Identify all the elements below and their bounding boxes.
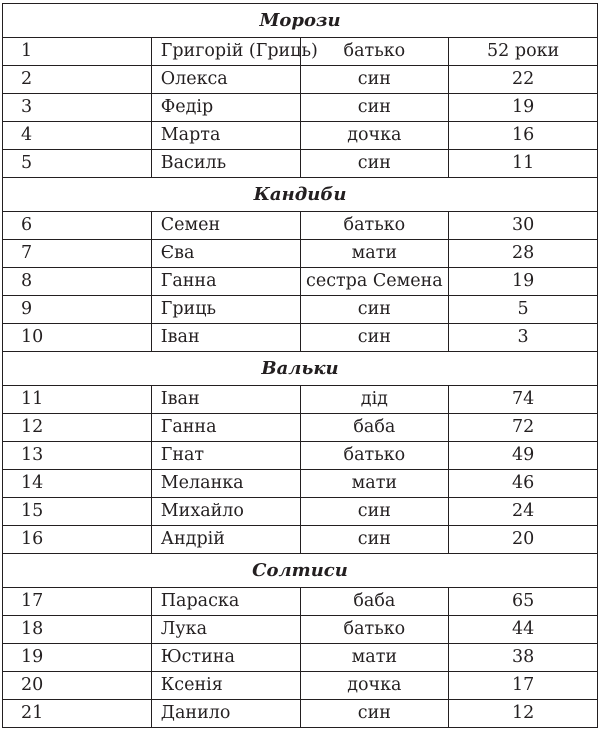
- row-number-cell: 2: [3, 66, 152, 94]
- member-name-cell: Олекса: [151, 66, 300, 94]
- member-name-cell: Гриць: [151, 296, 300, 324]
- member-name-cell: Марта: [151, 122, 300, 150]
- member-age-cell: 30: [449, 212, 598, 240]
- member-age-cell: 16: [449, 122, 598, 150]
- row-number-cell: 19: [3, 644, 152, 672]
- row-number-cell: 3: [3, 94, 152, 122]
- table-row: [3, 94, 598, 122]
- member-role-cell: батько: [300, 212, 449, 240]
- member-age-cell: 5: [449, 296, 598, 324]
- member-age-cell: 3: [449, 324, 598, 352]
- row-number-cell: 17: [3, 588, 152, 616]
- member-name-cell: Іван: [151, 324, 300, 352]
- member-name-cell: Параска: [151, 588, 300, 616]
- member-age-cell: 74: [449, 386, 598, 414]
- row-number-cell: 11: [3, 386, 152, 414]
- member-role-cell: баба: [300, 588, 449, 616]
- member-name-cell: Юстина: [151, 644, 300, 672]
- member-role-cell: мати: [300, 644, 449, 672]
- member-age-cell: 24: [449, 498, 598, 526]
- table-row: [3, 700, 598, 728]
- table-row: [3, 672, 598, 700]
- member-role-cell: сестра Семена: [300, 268, 449, 296]
- member-age-cell: 22: [449, 66, 598, 94]
- row-number-cell: 20: [3, 672, 152, 700]
- row-number-cell: 8: [3, 268, 152, 296]
- family-group-header: [3, 554, 598, 588]
- row-number-cell: 12: [3, 414, 152, 442]
- row-number-cell: 9: [3, 296, 152, 324]
- table-row: [3, 470, 598, 498]
- member-name-cell: Михайло: [151, 498, 300, 526]
- member-role-cell: дід: [300, 386, 449, 414]
- member-name-cell: Меланка: [151, 470, 300, 498]
- member-age-cell: 11: [449, 150, 598, 178]
- member-role-cell: мати: [300, 240, 449, 268]
- member-role-cell: син: [300, 526, 449, 554]
- family-group-title: Морози: [3, 4, 598, 38]
- member-role-cell: син: [300, 324, 449, 352]
- member-age-cell: 17: [449, 672, 598, 700]
- member-age-cell: 28: [449, 240, 598, 268]
- family-group-title: Солтиси: [3, 554, 598, 588]
- table-row: [3, 616, 598, 644]
- table-row: [3, 240, 598, 268]
- row-number-cell: 18: [3, 616, 152, 644]
- member-role-cell: батько: [300, 616, 449, 644]
- member-role-cell: син: [300, 498, 449, 526]
- table-row: [3, 66, 598, 94]
- member-name-cell: Андрій: [151, 526, 300, 554]
- member-role-cell: баба: [300, 414, 449, 442]
- row-number-cell: 6: [3, 212, 152, 240]
- member-name-cell: Федір: [151, 94, 300, 122]
- member-role-cell: син: [300, 94, 449, 122]
- member-name-cell: Ганна: [151, 414, 300, 442]
- member-role-cell: син: [300, 150, 449, 178]
- table-row: [3, 442, 598, 470]
- member-age-cell: 52 роки: [449, 38, 598, 66]
- family-group-header: [3, 4, 598, 38]
- family-group-header: [3, 178, 598, 212]
- table-row: [3, 122, 598, 150]
- member-role-cell: дочка: [300, 672, 449, 700]
- table-row: [3, 414, 598, 442]
- member-role-cell: батько: [300, 442, 449, 470]
- member-name-cell: Лука: [151, 616, 300, 644]
- row-number-cell: 13: [3, 442, 152, 470]
- table-row: [3, 526, 598, 554]
- member-name-cell: Іван: [151, 386, 300, 414]
- table-row: [3, 324, 598, 352]
- table-row: [3, 498, 598, 526]
- family-members-table-body: [3, 4, 598, 728]
- row-number-cell: 5: [3, 150, 152, 178]
- member-role-cell: дочка: [300, 122, 449, 150]
- row-number-cell: 10: [3, 324, 152, 352]
- table-row: [3, 212, 598, 240]
- member-age-cell: 19: [449, 268, 598, 296]
- row-number-cell: 4: [3, 122, 152, 150]
- family-members-table: [2, 3, 598, 728]
- member-role-cell: батько: [300, 38, 449, 66]
- table-row: [3, 150, 598, 178]
- member-name-cell: Ганна: [151, 268, 300, 296]
- member-age-cell: 19: [449, 94, 598, 122]
- member-age-cell: 49: [449, 442, 598, 470]
- member-name-cell: Василь: [151, 150, 300, 178]
- member-age-cell: 12: [449, 700, 598, 728]
- member-role-cell: мати: [300, 470, 449, 498]
- row-number-cell: 16: [3, 526, 152, 554]
- row-number-cell: 14: [3, 470, 152, 498]
- table-row: [3, 588, 598, 616]
- row-number-cell: 7: [3, 240, 152, 268]
- member-role-cell: син: [300, 296, 449, 324]
- member-role-cell: син: [300, 700, 449, 728]
- table-row: [3, 296, 598, 324]
- family-group-title: Кандиби: [3, 178, 598, 212]
- member-age-cell: 20: [449, 526, 598, 554]
- family-group-header: [3, 352, 598, 386]
- member-name-cell: Григорій (Гриць): [151, 38, 300, 66]
- member-name-cell: Семен: [151, 212, 300, 240]
- row-number-cell: 1: [3, 38, 152, 66]
- table-row: [3, 386, 598, 414]
- member-age-cell: 44: [449, 616, 598, 644]
- row-number-cell: 21: [3, 700, 152, 728]
- table-row: [3, 644, 598, 672]
- member-name-cell: Ксенія: [151, 672, 300, 700]
- family-group-title: Вальки: [3, 352, 598, 386]
- member-name-cell: Гнат: [151, 442, 300, 470]
- member-age-cell: 38: [449, 644, 598, 672]
- member-role-cell: син: [300, 66, 449, 94]
- member-name-cell: Данило: [151, 700, 300, 728]
- member-age-cell: 65: [449, 588, 598, 616]
- table-row: [3, 38, 598, 66]
- member-name-cell: Єва: [151, 240, 300, 268]
- member-age-cell: 72: [449, 414, 598, 442]
- member-age-cell: 46: [449, 470, 598, 498]
- row-number-cell: 15: [3, 498, 152, 526]
- table-row: [3, 268, 598, 296]
